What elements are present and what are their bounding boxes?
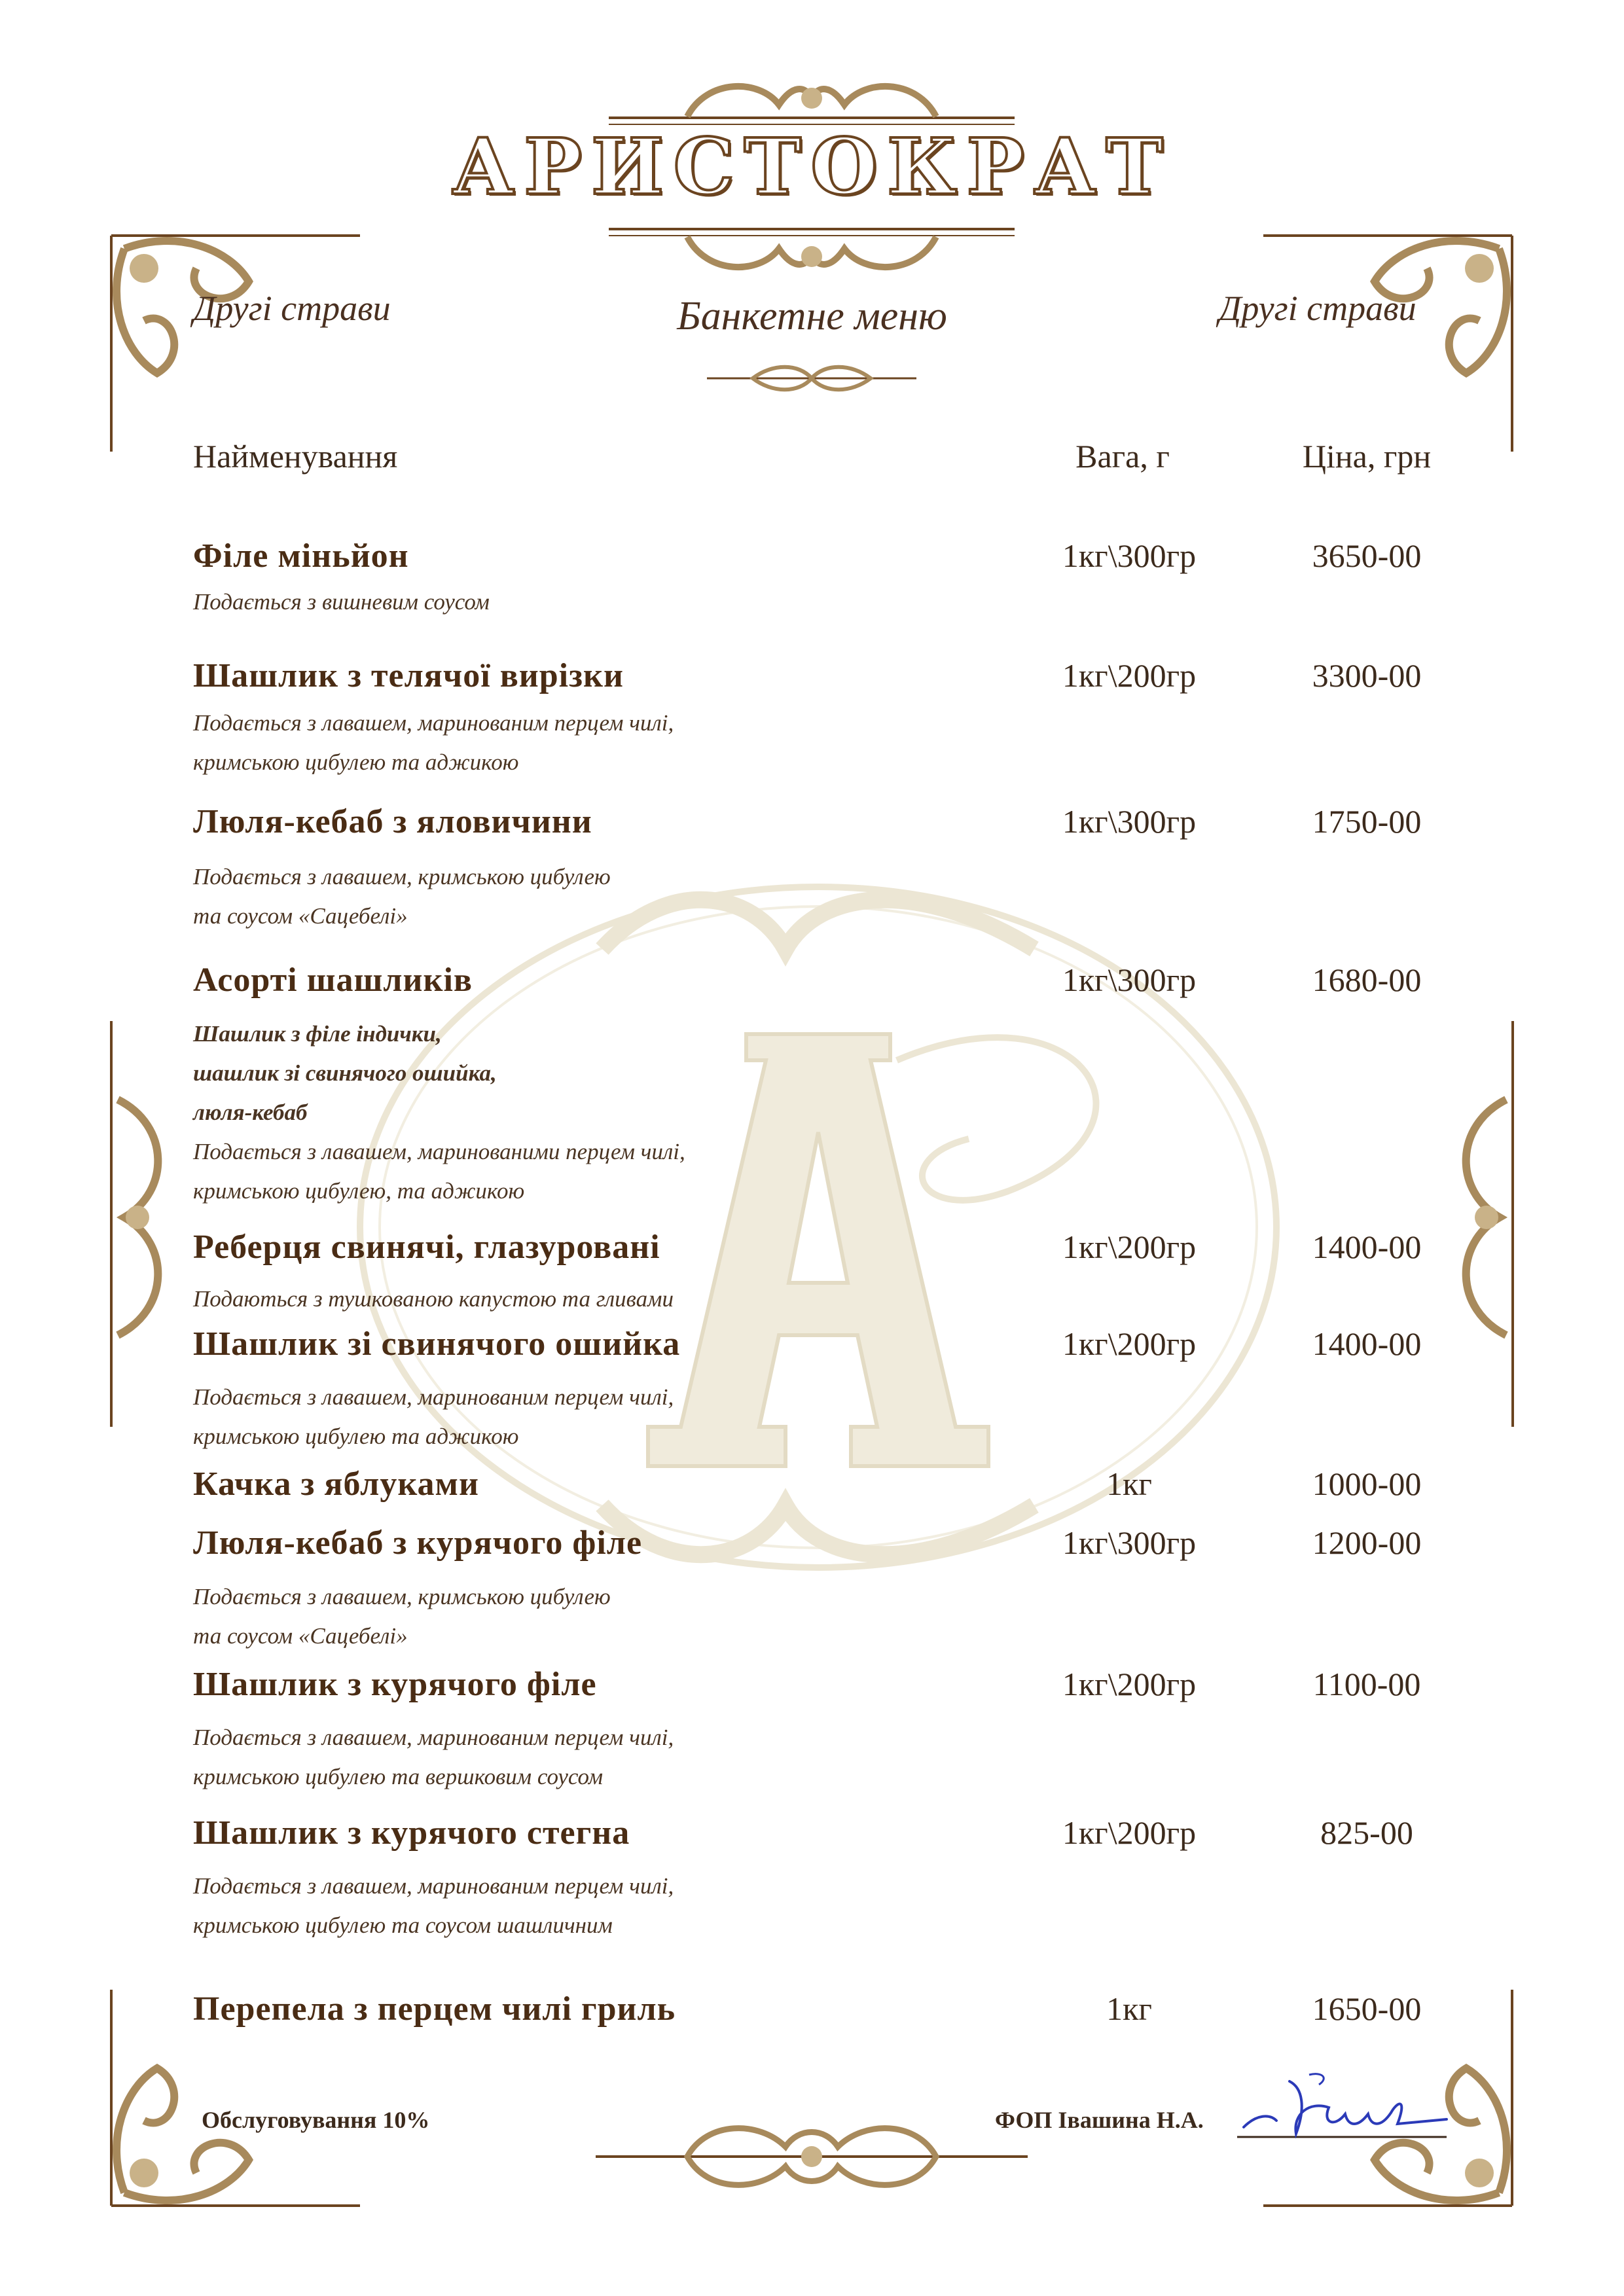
item-weight: 1кг — [1106, 1990, 1152, 2027]
item-composition: Шашлик з філе індички, — [193, 1021, 442, 1047]
item-description: Подається з лавашем, кримською цибулею — [193, 864, 611, 889]
item-description: Подаються з тушкованою капустою та гливами — [193, 1286, 674, 1312]
header-left-label: Другі страви — [193, 289, 391, 328]
brand-logo-text: АРИСТОКРАТ — [452, 121, 1172, 212]
item-price: 1650-00 — [1312, 1990, 1422, 2027]
item-weight: 1кг — [1106, 1465, 1152, 1502]
item-price: 825-00 — [1320, 1814, 1413, 1851]
item-name: Качка з яблуками — [193, 1465, 479, 1503]
item-weight: 1кг\300гр — [1062, 537, 1197, 574]
owner-name: ФОП Івашина Н.А. — [995, 2107, 1204, 2133]
item-name: Шашлик з курячого стегна — [193, 1814, 630, 1852]
item-weight: 1кг\300гр — [1062, 1524, 1197, 1561]
item-weight: 1кг\200гр — [1062, 1325, 1197, 1362]
subtitle-divider — [707, 363, 916, 393]
header-right-label: Другі страви — [1219, 289, 1416, 328]
header-center-label: Банкетне меню — [677, 294, 947, 338]
item-price: 3300-00 — [1312, 657, 1422, 694]
item-composition: люля-кебаб — [193, 1100, 308, 1125]
signature — [1231, 2062, 1453, 2160]
item-name: Шашлик зі свинячого ошийка — [193, 1325, 681, 1363]
item-name: Реберця свинячі, глазуровані — [193, 1229, 660, 1266]
item-price: 1000-00 — [1312, 1465, 1422, 1502]
item-weight: 1кг\200гр — [1062, 1229, 1197, 1265]
column-header-weight: Вага, г — [1075, 438, 1170, 475]
item-description: кримською цибулею та вершковим соусом — [193, 1764, 604, 1789]
item-price: 1400-00 — [1312, 1325, 1422, 1362]
item-name: Люля-кебаб з яловичини — [193, 803, 592, 840]
column-header-name: Найменування — [193, 438, 398, 475]
item-description: Подається з лавашем, кримською цибулею — [193, 1584, 611, 1609]
item-price: 1100-00 — [1312, 1666, 1421, 1702]
item-description: Подається з лавашем, маринованим перцем чилі, — [193, 710, 674, 736]
item-description: Подається з лавашем, маринованими перцем чилі, — [193, 1139, 685, 1164]
item-description: та соусом «Сацебелі» — [193, 1623, 408, 1649]
item-description: кримською цибулею та аджикою — [193, 1424, 519, 1449]
column-header-price: Ціна, грн — [1302, 438, 1432, 475]
side-ornament-left — [98, 1021, 177, 1427]
service-charge: Обслуговування 10% — [202, 2107, 430, 2133]
item-composition: шашлик зі свинячого ошийка, — [193, 1060, 497, 1086]
item-price: 3650-00 — [1312, 537, 1422, 574]
corner-ornament-top-right — [1250, 223, 1525, 458]
item-description: кримською цибулею та соусом шашличним — [193, 1912, 613, 1938]
corner-ornament-top-left — [98, 223, 373, 458]
item-price: 1400-00 — [1312, 1229, 1422, 1265]
item-description: кримською цибулею, та аджикою — [193, 1178, 525, 1204]
item-name: Асорті шашликів — [193, 961, 473, 999]
item-description: та соусом «Сацебелі» — [193, 903, 408, 929]
item-description: кримською цибулею та аджикою — [193, 749, 519, 775]
item-weight: 1кг\200гр — [1062, 1814, 1197, 1851]
item-name: Шашлик з курячого філе — [193, 1666, 597, 1703]
item-name: Перепела з перцем чилі гриль — [193, 1990, 676, 2028]
item-price: 1680-00 — [1312, 961, 1422, 998]
bottom-ornament — [596, 2121, 1028, 2193]
side-ornament-right — [1447, 1021, 1526, 1427]
item-name: Філе міньйон — [193, 537, 409, 575]
item-name: Люля-кебаб з курячого філе — [193, 1524, 643, 1562]
item-weight: 1кг\200гр — [1062, 1666, 1197, 1702]
item-price: 1750-00 — [1312, 803, 1422, 840]
item-description: Подається з лавашем, маринованим перцем чилі, — [193, 1873, 674, 1899]
item-description: Подається з вишневим соусом — [193, 589, 490, 615]
item-name: Шашлик з телячої вирізки — [193, 657, 624, 694]
item-price: 1200-00 — [1312, 1524, 1422, 1561]
item-weight: 1кг\300гр — [1062, 961, 1197, 998]
item-description: Подається з лавашем, маринованим перцем чилі, — [193, 1384, 674, 1410]
item-description: Подається з лавашем, маринованим перцем чилі, — [193, 1725, 674, 1750]
item-weight: 1кг\300гр — [1062, 803, 1197, 840]
item-weight: 1кг\200гр — [1062, 657, 1197, 694]
